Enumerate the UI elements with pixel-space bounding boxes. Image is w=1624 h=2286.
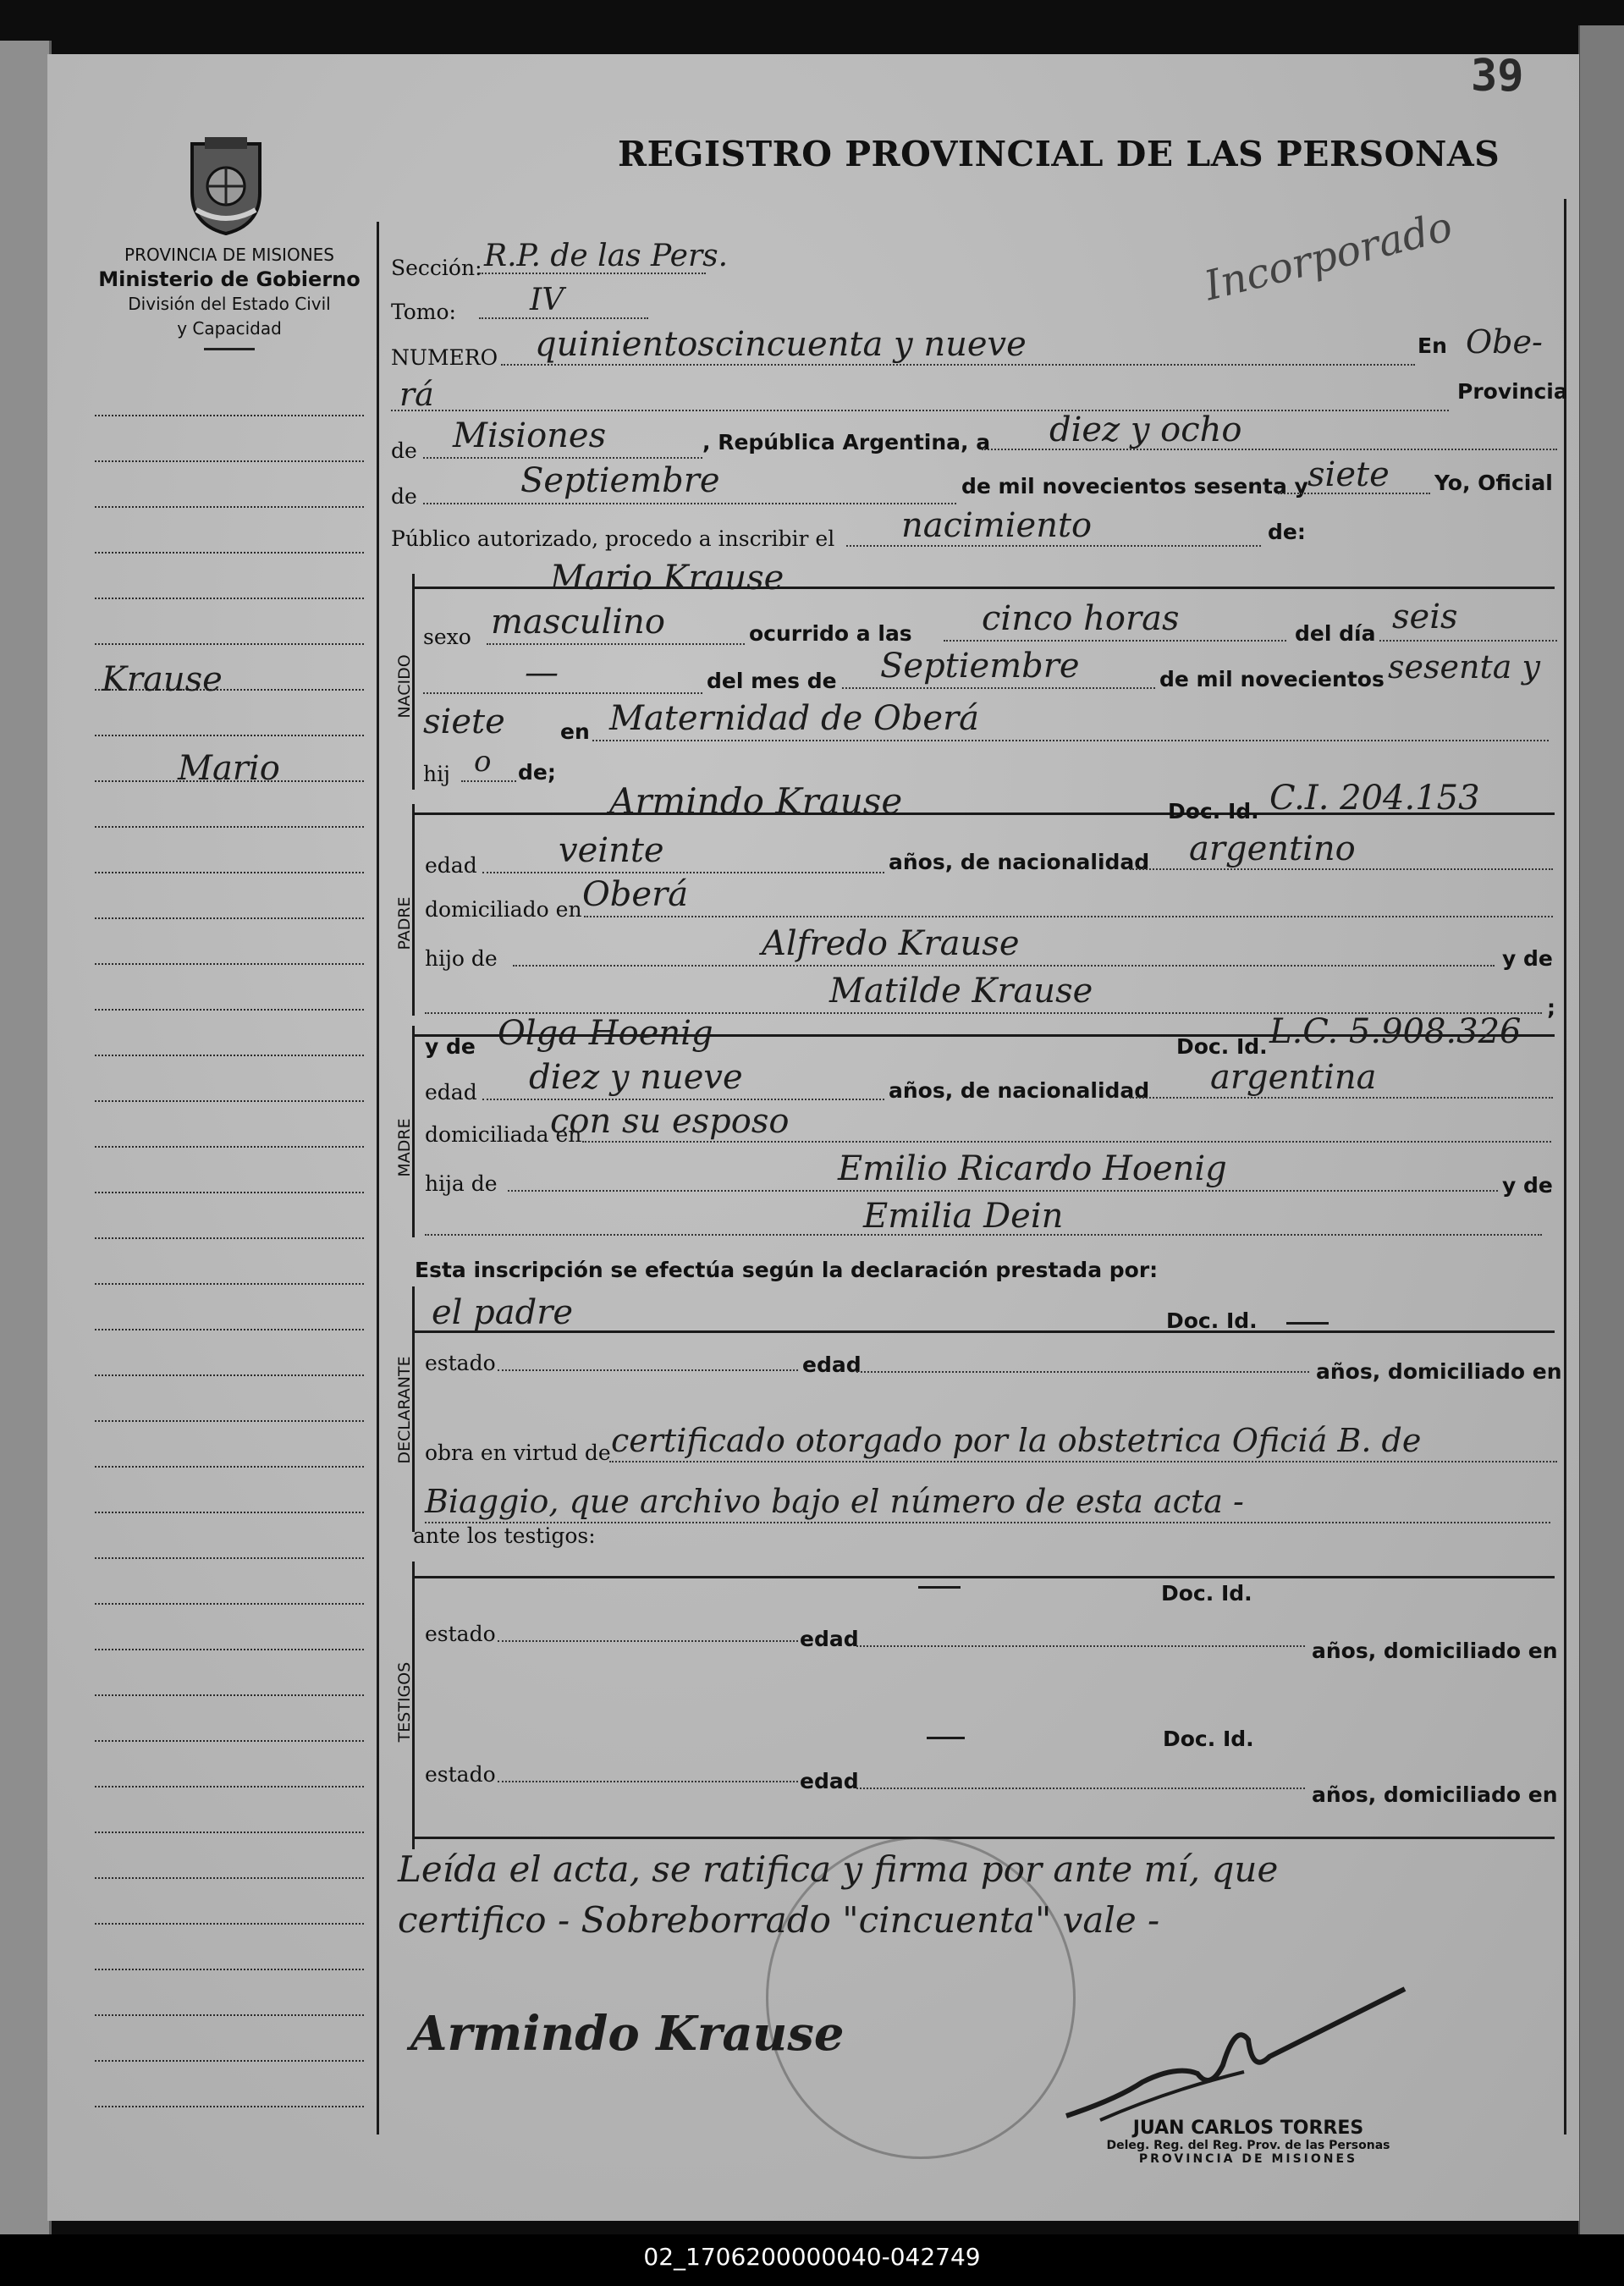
left-margin-line — [95, 1466, 364, 1468]
padre-doc-value: C.I. 204.153 — [1269, 779, 1480, 818]
official-province: PROVINCIA DE MISIONES — [1138, 2152, 1358, 2166]
en-nacido-label: en — [560, 719, 590, 744]
padre-edad-label: edad — [425, 853, 477, 878]
document-title: REGISTRO PROVINCIAL DE LAS PERSONAS — [618, 134, 1500, 174]
madre-hija-field[interactable] — [508, 1190, 1498, 1192]
testigo2-estado-label: estado — [425, 1762, 496, 1787]
left-margin-line — [95, 1740, 364, 1742]
en-value-b: rá — [399, 376, 434, 413]
testigo2-doc-label: Doc. Id. — [1163, 1727, 1254, 1751]
left-margin-line — [95, 1603, 364, 1605]
seccion-value: R.P. de las Pers. — [484, 239, 729, 273]
left-margin-line — [95, 1283, 364, 1285]
agency-capacity: y Capacidad — [177, 318, 282, 339]
declarante-domicilio-label: años, domiciliado en — [1316, 1359, 1562, 1384]
left-margin-line — [95, 1557, 364, 1559]
madre-domicilio-field[interactable] — [582, 1141, 1551, 1143]
sexo-label: sexo — [423, 625, 471, 649]
padre-hijo-field[interactable] — [513, 965, 1495, 967]
madre-domicilio-value: con su esposo — [550, 1102, 790, 1141]
agency-division: División del Estado Civil — [128, 294, 331, 314]
seccion-label: Sección: — [391, 256, 482, 280]
provincia-label: Provincia — [1457, 379, 1568, 404]
madre-madre-value: Emilia Dein — [863, 1197, 1064, 1236]
de-label-2: de — [391, 484, 417, 509]
madre-nacionalidad-field[interactable] — [1130, 1097, 1553, 1099]
en-value-a: Obe- — [1466, 323, 1543, 361]
padre-semicolon: ; — [1547, 995, 1555, 1020]
declarante-edad-field[interactable] — [856, 1371, 1309, 1373]
left-margin-line — [95, 1146, 364, 1148]
mil-label: de mil novecientos sesenta y — [961, 474, 1308, 499]
dia-nacido-value: seis — [1392, 598, 1458, 636]
left-margin-line — [95, 1055, 364, 1056]
testigo1-estado-field[interactable] — [498, 1640, 798, 1642]
testigo1-name-dash — [918, 1586, 961, 1589]
testigo1-domicilio-label: años, domiciliado en — [1312, 1639, 1558, 1663]
declarante-estado-label: estado — [425, 1351, 496, 1375]
dia-continuation-field[interactable] — [423, 692, 702, 694]
declarante-estado-field[interactable] — [498, 1369, 798, 1371]
hora-field[interactable] — [944, 640, 1286, 642]
de-label-1: de — [391, 438, 417, 463]
testigo2-edad-label: edad — [800, 1769, 859, 1793]
testigo1-edad-label: edad — [800, 1627, 859, 1651]
anio-nacido-value-a: sesenta y — [1388, 648, 1540, 686]
mes-nacido-field[interactable] — [842, 687, 1155, 689]
localidad-field[interactable] — [391, 410, 1449, 411]
left-margin-line — [95, 1969, 364, 1970]
acto-field[interactable] — [846, 545, 1261, 547]
left-margin-line — [95, 2106, 364, 2107]
obra-value-a: certificado otorgado por la obstetrica Oficiá B. de — [611, 1422, 1422, 1459]
nacido-name: Mario Krause — [550, 559, 784, 598]
de-colon-label: de: — [1268, 520, 1306, 544]
padre-domicilio-field[interactable] — [584, 916, 1553, 917]
provincia-value: Misiones — [453, 416, 607, 455]
lugar-field[interactable] — [592, 740, 1549, 741]
official-name-block — [1092, 2118, 1405, 2166]
testigo2-edad-field[interactable] — [856, 1787, 1305, 1789]
padre-hijo-label: hijo de — [425, 946, 498, 971]
left-margin-line — [95, 1192, 364, 1193]
numero-field[interactable] — [501, 364, 1415, 366]
padre-doc-label: Doc. Id. — [1168, 799, 1259, 824]
page-number: 39 — [1471, 51, 1524, 102]
declarante-doc-label: Doc. Id. — [1166, 1308, 1258, 1333]
padre-madre-value: Matilde Krause — [829, 972, 1093, 1011]
mes-nacido-value: Septiembre — [880, 647, 1080, 686]
madre-doc-label: Doc. Id. — [1176, 1034, 1268, 1059]
madre-hija-label: hija de — [425, 1171, 498, 1196]
madre-padre-value: Emilio Ricardo Hoenig — [838, 1149, 1227, 1188]
madre-domicilio-label: domiciliada en — [425, 1122, 582, 1147]
del-dia-label: del día — [1295, 621, 1376, 646]
tomo-field[interactable] — [479, 317, 648, 319]
left-margin-rule — [377, 222, 379, 2135]
padre-padre-value: Alfredo Krause — [762, 924, 1020, 963]
padre-yde-label: y de — [1502, 946, 1553, 971]
madre-edad-label: edad — [425, 1080, 477, 1104]
left-margin-line — [95, 1832, 364, 1833]
hora-value: cinco horas — [982, 599, 1180, 638]
left-margin-line — [95, 826, 364, 828]
nacido-section-label: NACIDO — [395, 654, 414, 719]
testigo1-edad-field[interactable] — [856, 1645, 1305, 1647]
left-margin-line — [95, 506, 364, 508]
margin-surname: Krause — [102, 660, 223, 699]
issuing-agency — [81, 243, 377, 350]
testigo2-estado-field[interactable] — [498, 1781, 798, 1782]
dia-nacido-field[interactable] — [1379, 640, 1557, 642]
agency-underline — [204, 348, 255, 350]
hij-value: o — [474, 745, 492, 779]
lugar-value: Maternidad de Oberá — [609, 699, 980, 738]
left-margin-line — [95, 552, 364, 554]
obra-field-a[interactable] — [609, 1461, 1557, 1462]
left-margin-line — [95, 1923, 364, 1925]
diagonal-incorporated-stamp: Incorporado — [1199, 202, 1457, 311]
declarante-edad-label: edad — [802, 1352, 862, 1377]
left-margin-line — [95, 735, 364, 736]
right-border-rule — [1564, 199, 1566, 2135]
madre-name: Olga Hoenig — [498, 1014, 713, 1053]
declarante-top-rule — [412, 1330, 1555, 1333]
margin-given-name: Mario — [178, 749, 280, 788]
anio-value: siete — [1307, 455, 1390, 494]
official-name: JUAN CARLOS TORRES — [1132, 2118, 1364, 2139]
left-margin-line — [95, 1649, 364, 1650]
mes-value: Septiembre — [520, 461, 720, 500]
en-label: En — [1418, 333, 1447, 358]
oficial-label: Yo, Oficial — [1434, 471, 1553, 495]
testigos-bottom-rule — [412, 1837, 1555, 1839]
official-signature-icon — [1049, 1972, 1439, 2141]
left-margin-line — [95, 2060, 364, 2062]
provincia-field[interactable] — [423, 457, 702, 459]
declarante-name: el padre — [432, 1293, 574, 1332]
madre-section-label: MADRE — [395, 1118, 414, 1177]
left-margin-line — [95, 1329, 364, 1330]
testigo1-estado-label: estado — [425, 1622, 496, 1646]
tomo-value: IV — [530, 283, 564, 317]
madre-yde2-label: y de — [1502, 1173, 1553, 1198]
acto-value: nacimiento — [901, 506, 1093, 545]
madre-nacionalidad-value: argentina — [1210, 1058, 1377, 1097]
left-margin-line — [95, 1512, 364, 1513]
left-margin-line — [95, 460, 364, 462]
sexo-field[interactable] — [487, 643, 745, 645]
left-margin-line — [95, 1374, 364, 1376]
testigos-top-rule — [412, 1576, 1555, 1578]
testigos-intro: ante los testigos: — [413, 1523, 596, 1548]
left-margin-line — [95, 2014, 364, 2016]
del-mes-label: del mes de — [707, 669, 837, 693]
padre-name: Armindo Krause — [609, 780, 903, 822]
declarante-doc-dash — [1286, 1322, 1329, 1325]
left-margin-line — [95, 963, 364, 965]
padre-domicilio-value: Oberá — [582, 875, 689, 914]
left-margin-line — [95, 1420, 364, 1422]
left-margin-line — [95, 1786, 364, 1787]
left-margin-line — [95, 872, 364, 873]
official-role: Deleg. Reg. del Reg. Prov. de las Personas — [1106, 2139, 1390, 2152]
left-margin-line — [95, 917, 364, 919]
testigo2-domicilio-label: años, domiciliado en — [1312, 1782, 1558, 1807]
obra-label: obra en virtud de — [425, 1440, 611, 1465]
anio-nacido-value-b: siete — [423, 702, 505, 741]
declaracion-intro: Esta inscripción se efectúa según la declaración prestada por: — [415, 1258, 1159, 1282]
dia-value: diez y ocho — [1049, 410, 1242, 449]
padre-edad-field[interactable] — [482, 872, 884, 873]
left-margin-line — [95, 1694, 364, 1696]
left-margin-line — [95, 1009, 364, 1011]
hij-field[interactable] — [461, 780, 516, 782]
padre-domicilio-label: domiciliado en — [425, 897, 582, 922]
de-semicolon-label: de; — [518, 760, 556, 785]
dia-continuation-dash: — — [525, 653, 559, 692]
book-page-edge-right — [1578, 25, 1624, 2243]
madre-doc-value: L.C. 5.908.326 — [1269, 1012, 1522, 1051]
left-margin-line — [95, 415, 364, 416]
testigos-section-label: TESTIGOS — [395, 1661, 414, 1743]
padre-edad-value: veinte — [559, 831, 664, 870]
closing-line-b: certifico - Sobreborrado "cincuenta" vale - — [398, 1899, 1160, 1941]
publico-label: Público autorizado, procedo a inscribir el — [391, 526, 835, 551]
obra-value-b: Biaggio, que archivo bajo el número de esta acta - — [425, 1483, 1244, 1520]
provincial-seal-icon — [179, 134, 273, 237]
mes-field[interactable] — [423, 503, 956, 504]
ocurrido-label: ocurrido a las — [749, 621, 912, 646]
declarante-section-label: DECLARANTE — [395, 1356, 414, 1464]
numero-value: quinientoscincuenta y nueve — [535, 325, 1027, 364]
numero-label: NUMERO — [391, 345, 498, 370]
left-margin-line — [95, 598, 364, 599]
madre-yde-label: y de — [425, 1034, 476, 1059]
image-id-caption: 02_1706200000040-042749 — [643, 2243, 981, 2271]
mil-nacido-label: de mil novecientos — [1159, 667, 1385, 691]
testigo1-doc-label: Doc. Id. — [1161, 1581, 1252, 1606]
left-margin-line — [95, 1100, 364, 1102]
declarant-signature: Armindo Krause — [410, 2006, 845, 2062]
sexo-value: masculino — [491, 603, 665, 642]
padre-nacionalidad-field[interactable] — [1130, 868, 1553, 870]
book-binding-left — [0, 41, 52, 2241]
left-margin-line — [95, 1237, 364, 1239]
madre-edad-field[interactable] — [482, 1099, 884, 1100]
agency-ministry: Ministerio de Gobierno — [98, 267, 361, 291]
hij-label: hij — [423, 762, 450, 786]
agency-province: PROVINCIA DE MISIONES — [124, 245, 334, 265]
padre-section-label: PADRE — [395, 896, 414, 950]
padre-nacionalidad-value: argentino — [1189, 829, 1356, 868]
left-margin-line — [95, 1877, 364, 1879]
left-margin-line — [95, 643, 364, 645]
madre-edad-value: diez y nueve — [529, 1058, 743, 1097]
closing-line-a: Leída el acta, se ratifica y firma por ante mí, que — [398, 1848, 1279, 1890]
testigo2-name-dash — [927, 1737, 965, 1739]
madre-nacionalidad-label: años, de nacionalidad — [889, 1078, 1150, 1103]
padre-nacionalidad-label: años, de nacionalidad — [889, 850, 1150, 874]
republica-label: , República Argentina, a — [702, 430, 991, 454]
tomo-label: Tomo: — [391, 300, 456, 324]
